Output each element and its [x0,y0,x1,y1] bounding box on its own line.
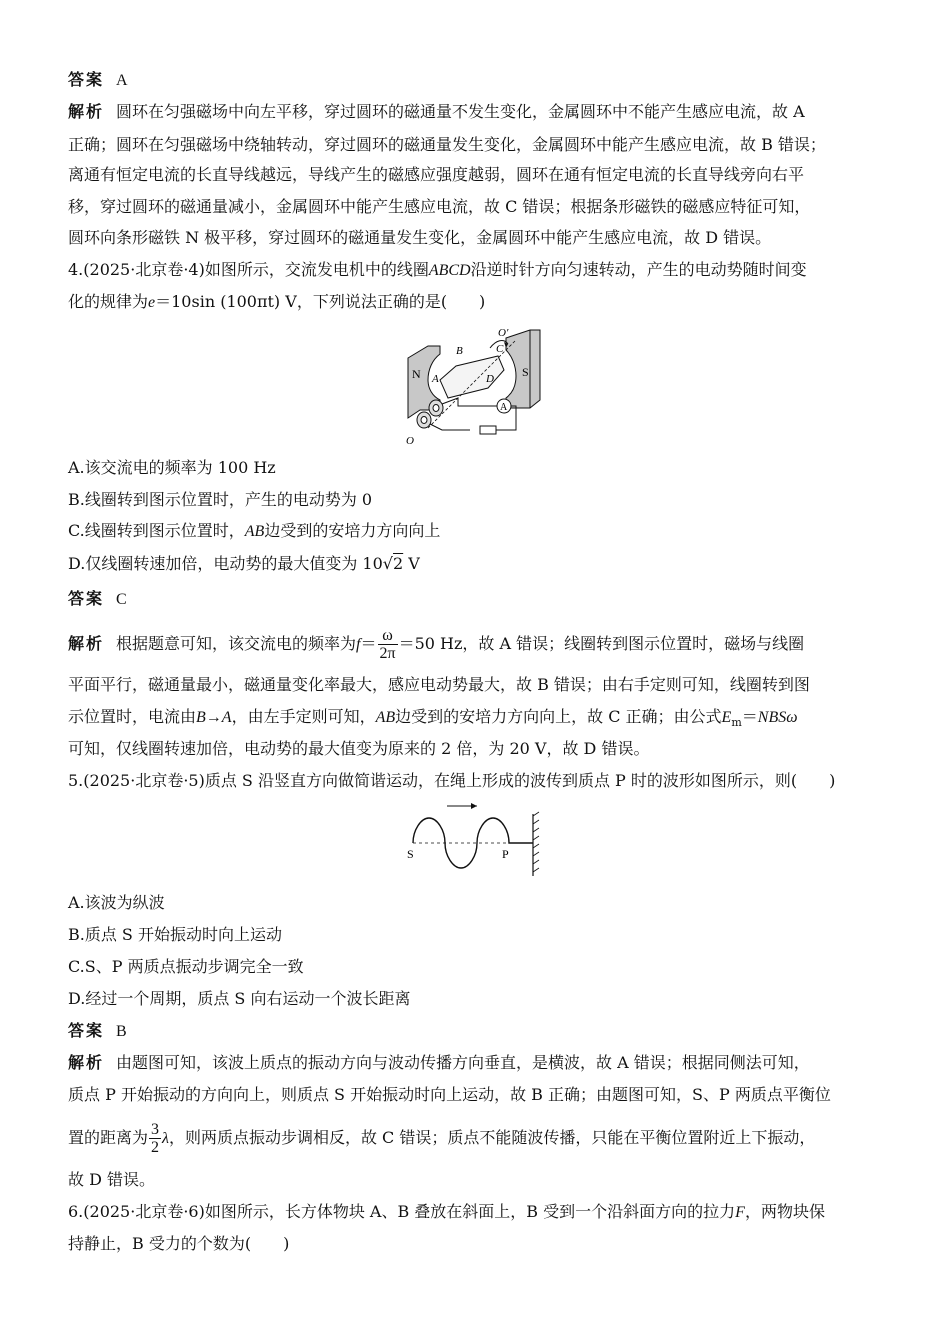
answer-label: 答案 [68,1021,105,1040]
label-s: S [407,847,414,861]
q4-analysis-line-2: 平面平行，磁通量最小，磁通量变化率最大，感应电动势最大，故 B 错误；由右手定则可知，线圈转到图 [68,675,810,694]
q4-analysis-text-3: 示位置时，电流由 [68,707,197,726]
emf-symbol: e [148,294,156,311]
q4-stem-text-3: 化的规律为 [68,292,149,311]
q4-option-a: A.该交流电的频率为 100 Hz [68,458,276,477]
sqrt-sign: √ [382,554,393,573]
q4-option-b: B.线圈转到图示位置时，产生的电动势为 0 [68,490,373,509]
q5-answer-line [68,1020,127,1043]
emf-max-symbol: E [721,709,732,726]
q5-analysis-line-3 [68,1121,815,1156]
answer-label: 答案 [68,589,105,608]
q4-analysis-line-1 [68,627,804,662]
label-c: C [496,343,504,355]
q5-option-d: D.经过一个周期，质点 S 向右运动一个波长距离 [68,989,411,1008]
q3-analysis-line-1 [68,101,805,123]
q5-stem: 5.(2025·北京卷·5)质点 S 沿竖直方向做简谐运动，在绳上形成的波传到质点 P 时的波形如图所示，则( ) [68,771,836,790]
q3-analysis-line-3: 离通有恒定电流的长直导线越远，导线产生的磁感应强度越弱，圆环在通有恒定电流的长直导线旁向右平 [68,165,805,184]
current-direction: B→A [196,709,232,726]
ac-generator-figure [398,318,548,448]
q5-answer: B [116,1023,127,1040]
q6-stem-text-2: ，两物块保 [744,1202,825,1221]
q5-option-b: B.质点 S 开始振动时向上运动 [68,925,282,944]
label-s: S [522,365,529,379]
q3-answer: A [116,72,128,89]
q4-option-c [68,520,440,543]
label-p: P [502,847,509,861]
q3-answer-line [68,69,128,92]
frac-denominator: 2π [379,645,396,662]
force-symbol: F [735,1204,745,1221]
formula-nbs-omega: NBSω [757,709,798,726]
side-ab: AB [244,523,265,540]
q4-option-d-unit: V [403,554,420,573]
q5-analysis-text-3: ，则两质点振动步调相反，故 C 错误；质点不能随波传播，只能在平衡位置附近上下振动， [168,1128,816,1147]
q4-analysis-text-4: ，由左手定则可知， [231,707,376,726]
analysis-label: 解析 [68,634,105,653]
equals: ＝ [360,634,377,653]
label-a: A [432,373,439,385]
wavelength-symbol: λ [162,1130,169,1147]
q4-stem-text-2: 沿逆时针方向匀速转动，产生的电动势随时间变 [470,260,807,279]
wave-figure [405,800,545,880]
q4-option-d [68,553,420,575]
q4-analysis-line-4: 可知，仅线圈转速加倍，电动势的最大值变为原来的 2 倍，为 20 V，故 D 错误。 [68,739,650,758]
q4-answer-line [68,588,127,611]
q4-option-d-text: D.仅线圈转速加倍，电动势的最大值变为 10 [68,554,383,573]
q4-analysis-text-2: ＝50 Hz，故 A 错误；线圈转到图示位置时，磁场与线圈 [398,634,805,653]
q6-stem-text: 6.(2025·北京卷·6)如图所示，长方体物块 A、B 叠放在斜面上，B 受到一个沿斜面方向的拉力 [68,1202,736,1221]
q3-analysis-line-2: 正确；圆环在匀强磁场中绕轴转动，穿过圆环的磁通量发生变化，金属圆环中能产生感应电流，故 B 错误； [68,135,826,154]
label-o: O [406,435,414,447]
q4-stem-text: 4.(2025·北京卷·4)如图所示，交流发电机中的线圈 [68,260,429,279]
q6-stem-line-2: 持静止，B 受力的个数为( ) [68,1234,290,1253]
label-n: N [412,367,421,381]
q4-stem-text-4: ＝10sin (100πt) V，下列说法正确的是( ) [155,292,486,311]
resistor [480,426,496,434]
frac-denominator: 2 [151,1139,160,1156]
q4-stem-line-2 [68,291,485,314]
ammeter-label: A [500,402,508,413]
q4-analysis-line-3 [68,706,798,734]
q4-stem-line-1 [68,259,807,282]
q5-analysis-text-2: 置的距离为 [68,1128,149,1147]
q4-answer: C [116,591,127,608]
equals: ＝ [741,707,758,726]
sqrt-radicand: 2 [393,554,404,573]
q4-analysis-text-5: 边受到的安培力方向向上，故 C 正确；由公式 [395,707,722,726]
subscript-m: m [731,716,742,730]
q3-analysis-line-5: 圆环向条形磁铁 N 极平移，穿过圆环的磁通量发生变化，金属圆环中能产生感应电流，故 D 错误。 [68,228,772,247]
q5-option-c: C.S、P 两质点振动步调完全一致 [68,957,304,976]
q5-analysis-text: 由题图可知，该波上质点的振动方向与波动传播方向垂直，是横波，故 A 错误；根据同侧法可知， [116,1053,810,1072]
q5-analysis-line-1 [68,1052,810,1074]
propagation-arrow [471,803,477,809]
label-b: B [456,345,463,357]
analysis-label: 解析 [68,1053,105,1072]
q4-option-c-text: C.线圈转到图示位置时， [68,521,245,540]
answer-label: 答案 [68,70,105,89]
coil-name: ABCD [428,262,471,279]
coil [440,356,504,398]
q6-stem-line-1 [68,1201,825,1224]
side-ab: AB [375,709,396,726]
frac-numerator: 3 [151,1121,160,1138]
q5-analysis-line-2: 质点 P 开始振动的方向向上，则质点 S 开始振动时向上运动，故 B 正确；由题图可知，S、P 两质点平衡位 [68,1085,831,1104]
q5-option-a: A.该波为纵波 [68,893,165,912]
q5-analysis-line-4: 故 D 错误。 [68,1170,156,1189]
freq-symbol: f [356,636,361,653]
label-o-prime: O′ [498,327,509,339]
q3-analysis-text: 圆环在匀强磁场中向左平移，穿过圆环的磁通量不发生变化，金属圆环中不能产生感应电流，故 A [116,102,805,121]
omega-over-2pi [378,627,398,662]
analysis-label: 解析 [68,102,105,121]
q4-analysis-text: 根据题意可知，该交流电的频率为 [116,634,357,653]
q4-option-c-text-2: 边受到的安培力方向向上 [264,521,441,540]
three-halves [149,1121,161,1156]
frac-numerator: ω [378,627,398,645]
q3-analysis-line-4: 移，穿过圆环的磁通量减小，金属圆环中能产生感应电流，故 C 错误；根据条形磁铁的磁感应特征可知， [68,197,811,216]
label-d: D [486,373,494,385]
